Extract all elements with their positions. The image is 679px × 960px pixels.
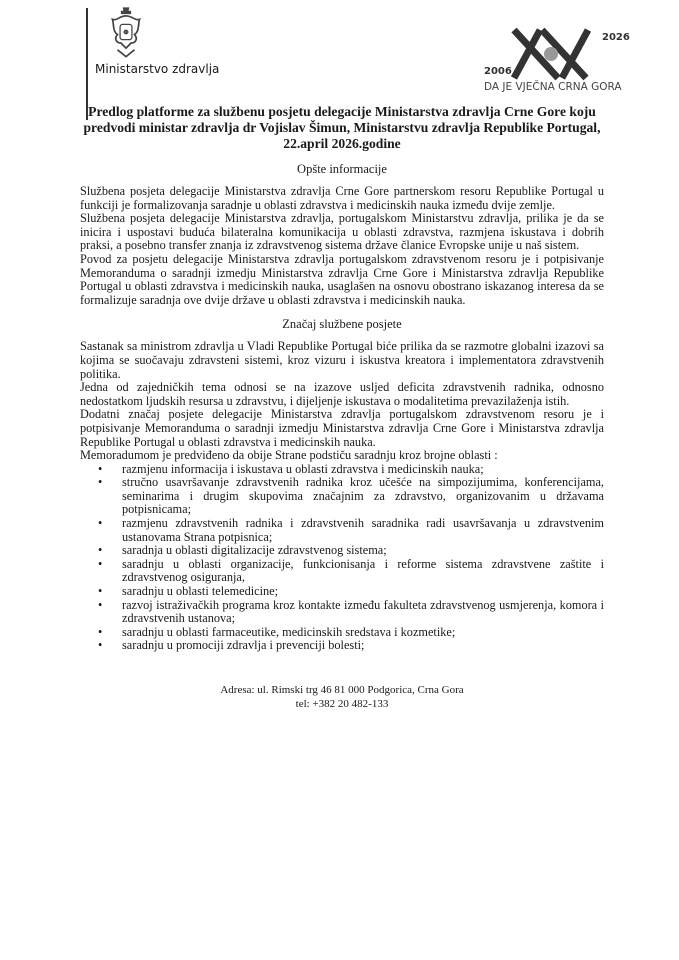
document-title bbox=[80, 104, 604, 152]
paragraph: Dodatni značaj posjete delegacije Ministarstva zdravlja portugalskom zdravstvenom resoru je i potpisivanje Memoranduma o saradnji izmedju Ministarstva zdravlja Crne Gore i Ministarstva zdravlja Republike Portugal u oblasti zdravstva i medicinskih nauka. bbox=[80, 407, 604, 449]
list-item: • saradnju u oblasti farmaceutike, medicinskih sredstava i kozmetike; bbox=[122, 626, 604, 640]
paragraph: Službena posjeta delegacije Ministarstva zdravlja, portugalskom Ministarstvu zdravlja, prilika je da se inicira i uspostavi buduća bilateralna komunikacija u oblasti zdravstva, razmjena iskustava i dobrih praksi, a posebno transfer znanja iz zdravstvenog sistema države članice Evropske unije u naš sistem. bbox=[80, 211, 604, 253]
list-item: • razvoj istraživačkih programa kroz kontakte između fakulteta zdravstvenog usmjerenja, komora i zdravstvenih ustanova; bbox=[122, 599, 604, 626]
paragraph: Jedna od zajedničkih tema odnosi se na izazove usljed deficita zdravstvenih radnika, odnosno nedostatkom ljudskih resursa u zdravstvu, i dijeljenje iskustava o modalitetima prevazilaženja istih. bbox=[80, 380, 604, 408]
ministry-name: Ministarstvo zdravlja bbox=[95, 62, 220, 76]
list-item: • saradnju u oblasti organizacije, funkcionisanja i reforme sistema zdravstvene zaštite i zdravstvenog osiguranja, bbox=[122, 558, 604, 585]
section-general-body bbox=[80, 185, 604, 307]
logo-year-start: 2006 bbox=[484, 66, 512, 77]
list-item: • razmjenu informacija i iskustava u oblasti zdravstva i medicinskih nauka; bbox=[122, 463, 604, 477]
section-heading-significance: Značaj službene posjete bbox=[282, 317, 402, 332]
title-line: 22.april 2026.godine bbox=[283, 136, 401, 151]
coat-of-arms-icon bbox=[102, 4, 150, 60]
anniversary-logo bbox=[480, 28, 640, 98]
list-item: • saradnja u oblasti digitalizacije zdravstvenog sistema; bbox=[122, 544, 604, 558]
list-intro: Memoradumom je predviđeno da obije Strane podstiču saradnju kroz brojne oblasti : bbox=[80, 448, 498, 463]
paragraph: Povod za posjetu delegacije Ministarstva zdravlja portugalskom zdravstvenom resoru je i potpisivanje Memoranduma o saradnji izmedju Ministarstva zdravlja Crne Gore i Ministarstva zdravlja Republike Portugal u oblasti zdravstva i medicinskih nauka, usaglašen na osnovu obostrano iskazanog interesa da se formalizuje saradnja ove dvije države u oblasti zdravstva i medicinskih nauka. bbox=[80, 251, 604, 307]
title-line: Predlog platforme za službenu posjetu delegacije Ministarstva zdravlja Crne Gore koju bbox=[88, 104, 596, 119]
section-significance-body bbox=[80, 340, 604, 653]
list-item: • saradnju u oblasti telemedicine; bbox=[122, 585, 604, 599]
logo-motto: DA JE VJEČNA CRNA GORA bbox=[484, 81, 622, 93]
paragraph: Službena posjeta delegacije Ministarstva zdravlja Crne Gore partnerskom resoru Republike Portugal u funkciji je formalizovanja saradnje u oblasti zdravstva i medicinskih nauka između dvije zemlje. bbox=[80, 184, 604, 212]
section-heading-general: Opšte informacije bbox=[297, 162, 387, 176]
footer bbox=[80, 683, 604, 711]
document-body bbox=[80, 104, 604, 711]
paragraph: Sastanak sa ministrom zdravlja u Vladi Republike Portugal biće prilika da se razmotre globalni izazovi sa kojima se suočavaju zdravsteni sistemi, kroz vizuru i iskustva kreatora i implementatora zdravstvenih politika. bbox=[80, 339, 604, 381]
list-item: • razmjenu zdravstvenih radnika i zdravstvenih saradnika radi usavršavanja u zdravstvenim ustanovama Strana potpisnica; bbox=[122, 517, 604, 544]
cooperation-areas-list bbox=[80, 463, 604, 653]
title-line: predvodi ministar zdravlja dr Vojislav Šimun, Ministarstvu zdravlja Republike Portugal, bbox=[83, 120, 601, 135]
list-item: • stručno usavršavanje zdravstvenih radnika kroz učešće na simpozijumima, konferencijama, seminarima i drugim skupovima značajnim za zdravstvo, organizovanim u državama potpisnicama; bbox=[122, 476, 604, 517]
logo-year-end: 2026 bbox=[602, 32, 630, 43]
footer-address: Adresa: ul. Rimski trg 46 81 000 Podgorica, Crna Gora bbox=[220, 684, 464, 696]
list-item: • saradnju u promociji zdravlja i prevenciji bolesti; bbox=[122, 639, 604, 653]
footer-phone: tel: +382 20 482-133 bbox=[295, 698, 389, 710]
